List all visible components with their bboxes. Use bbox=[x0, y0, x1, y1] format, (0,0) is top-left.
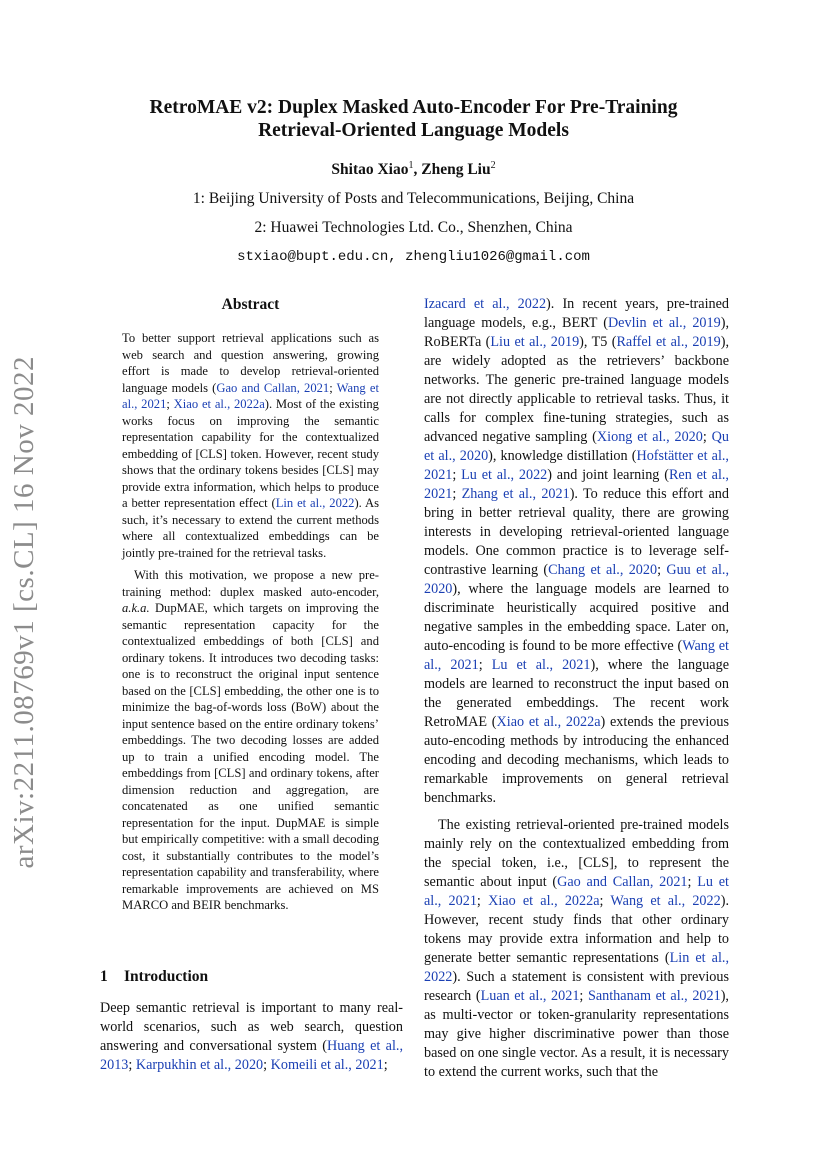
body-text: ; bbox=[687, 874, 698, 890]
author-1: Shitao Xiao bbox=[331, 161, 409, 179]
body-text: ) and joint learning ( bbox=[547, 467, 669, 483]
author-2-affiliation-mark: 2 bbox=[490, 160, 496, 171]
body-text: ; bbox=[128, 1057, 136, 1073]
citation-link[interactable]: Liu et al., 2019 bbox=[490, 334, 580, 350]
right-paragraph-1 bbox=[424, 295, 729, 808]
citation-link[interactable]: Lin et al., 2022 bbox=[275, 496, 355, 510]
citation-link[interactable]: Wang et al., 2022 bbox=[610, 893, 721, 909]
body-text: ; bbox=[702, 429, 712, 445]
abstract-text: ; bbox=[329, 380, 337, 395]
affiliation-1: 1: Beijing University of Posts and Telecommunications, Beijing, China bbox=[192, 190, 635, 207]
right-paragraph-2 bbox=[424, 816, 729, 1082]
citation-link[interactable]: Huang et al., 2013 bbox=[100, 1038, 403, 1073]
abstract-text: ). Most of the existing works focus on improving the semantic representation capability for the contextualized embedding of [CLS] token. However, recent study shows that the ordinary tokens besides [CLS] may provide extra information, which helps to produce a better representation effect ( bbox=[122, 397, 379, 510]
body-text: ). Such a statement is consistent with previous research ( bbox=[424, 969, 729, 1004]
citation-link[interactable]: Wang et al., 2021 bbox=[424, 638, 729, 673]
body-text: ; bbox=[478, 657, 492, 673]
body-text: ), are widely adopted as the retrievers’ backbone networks. The generic pre-trained language models are not directly applicable to retrieval tasks. Thus, it calls for complex fine-tuning strategies, such as advanced negative sampling ( bbox=[424, 334, 729, 445]
body-text: ; bbox=[476, 893, 489, 909]
title-line-2: Retrieval-Oriented Language Models bbox=[258, 120, 569, 141]
body-text: ), where the language models are learned to discriminate heuristically acquired positive and negative samples in the embedding space. Later on, auto-encoding is found to be more effective ( bbox=[424, 581, 729, 654]
citation-link[interactable]: Xiao et al., 2022a bbox=[173, 397, 265, 411]
citation-link[interactable]: Chang et al., 2020 bbox=[548, 562, 658, 578]
citation-link[interactable]: Lu et al., 2021 bbox=[491, 657, 591, 673]
body-text: ), where the language models are learned to reconstruct the input based on the generated embeddings. The recent work RetroMAE ( bbox=[424, 657, 729, 730]
author-list bbox=[0, 160, 827, 179]
abstract-paragraph-1 bbox=[122, 330, 379, 561]
citation-link[interactable]: Santhanam et al., 2021 bbox=[587, 988, 721, 1004]
citation-link[interactable]: Karpukhin et al., 2020 bbox=[135, 1057, 264, 1073]
title-line-1: RetroMAE v2: Duplex Masked Auto-Encoder For Pre-Training bbox=[149, 97, 678, 118]
citation-link[interactable]: Qu et al., 2020 bbox=[424, 429, 729, 464]
citation-link[interactable]: Komeili et al., 2021 bbox=[270, 1057, 384, 1073]
citation-link[interactable]: Wang et al., 2021 bbox=[122, 380, 379, 411]
abstract-emphasis: a.k.a. bbox=[122, 601, 150, 615]
body-text: ). To reduce this effort and bring in better retrieval quality, there are growing interests in developing retrieval-oriented language models. One common practice is to leverage self-contrastive learning ( bbox=[424, 486, 729, 578]
body-text: ) extends the previous auto-encoding methods by introducing the enhanced encoding and decoding mechanisms, which leads to remarkable improvements on general retrieval benchmarks. bbox=[424, 714, 729, 806]
body-text: Deep semantic retrieval is important to many real-world scenarios, such as web search, question answering and conversational system ( bbox=[100, 1000, 403, 1054]
citation-link[interactable]: Gao and Callan, 2021 bbox=[557, 874, 688, 890]
right-column-body bbox=[424, 295, 729, 1082]
abstract-text: DupMAE, which targets on improving the semantic representation capacity for the contextualized embeddings of both [CLS] and ordinary tokens. It introduces two decoding tasks: one is to reconstruct the original input sentence based on the [CLS] embedding, the other one is to minimize the bag-of-words loss (BoW) about the input sentence based on the entire ordinary tokens’ embeddings. The two decoding losses are added up to train a unified encoding model. The embeddings from [CLS] and ordinary tokens, after dimension reduction and aggregation, are concatenated as one unified semantic representation for the input. DupMAE is simple but empirically competitive: with a small decoding cost, it substantially contributes to the model’s representation capability and transferability, where remarkable improvements are achieved on MS MARCO and BEIR benchmarks. bbox=[122, 601, 379, 912]
body-text: ; bbox=[263, 1057, 271, 1073]
author-1-affiliation-mark: 1 bbox=[408, 160, 414, 171]
citation-link[interactable]: Lu et al., 2021 bbox=[424, 874, 729, 909]
author-emails: stxiao@bupt.edu.cn, zhengliu1026@gmail.com bbox=[237, 249, 590, 265]
abstract-text: To better support retrieval applications such as web search and question answering, growing effort is made to develop retrieval-oriented language models ( bbox=[122, 331, 379, 395]
citation-link[interactable]: Lu et al., 2022 bbox=[461, 467, 548, 483]
citation-link[interactable]: Guu et al., 2020 bbox=[424, 562, 729, 597]
body-text: ; bbox=[657, 562, 667, 578]
abstract-body bbox=[122, 330, 379, 914]
body-text: ). In recent years, pre-trained language models, e.g., BERT ( bbox=[424, 296, 729, 331]
body-text: ; bbox=[452, 467, 462, 483]
body-text: The existing retrieval-oriented pre-trained models mainly rely on the contextualized embedding from the special token, i.e., [CLS], to represent the semantic about input ( bbox=[424, 817, 729, 890]
body-text: ; bbox=[452, 486, 462, 502]
citation-link[interactable]: Luan et al., 2021 bbox=[480, 988, 580, 1004]
body-text: ), RoBERTa ( bbox=[424, 315, 729, 350]
citation-link[interactable]: Devlin et al., 2019 bbox=[607, 315, 721, 331]
citation-link[interactable]: Xiao et al., 2022a bbox=[488, 893, 600, 909]
section-title: Introduction bbox=[124, 968, 209, 985]
citation-link[interactable]: Zhang et al., 2021 bbox=[461, 486, 570, 502]
author-separator: , bbox=[413, 161, 422, 179]
citation-link[interactable]: Ren et al., 2021 bbox=[424, 467, 729, 502]
citation-link[interactable]: Hofstätter et al., 2021 bbox=[424, 448, 729, 483]
citation-link[interactable]: Lin et al., 2022 bbox=[424, 950, 729, 985]
citation-link[interactable]: Gao and Callan, 2021 bbox=[216, 380, 330, 395]
abstract-text: With this motivation, we propose a new pre-training method: duplex masked auto-encoder, bbox=[122, 568, 379, 599]
body-text: ; bbox=[599, 893, 611, 909]
body-text: ; bbox=[579, 988, 588, 1004]
abstract-text: ). As such, it’s necessary to extend the current methods where all contextualized embeddings can be jointly pre-trained for the retrieval tasks. bbox=[122, 496, 379, 560]
paper-title bbox=[0, 96, 827, 142]
arxiv-identifier: arXiv:2211.08769v1 [cs.CL] 16 Nov 2022 bbox=[8, 356, 40, 869]
section-number: 1 bbox=[100, 968, 108, 985]
body-text: ), knowledge distillation ( bbox=[488, 448, 637, 464]
citation-link[interactable]: Xiao et al., 2022a bbox=[496, 714, 601, 730]
body-text: ). However, recent study finds that other ordinary tokens may provide extra information and help to generate better semantic representations ( bbox=[424, 893, 729, 966]
abstract-text: ; bbox=[166, 397, 174, 411]
body-text: ), as multi-vector or token-granularity representations may give higher discriminative power than those based on one single vector. As a result, it is necessary to extend the current works, such that the bbox=[424, 988, 729, 1080]
abstract-paragraph-2 bbox=[122, 567, 379, 914]
abstract-heading: Abstract bbox=[221, 296, 280, 313]
affiliation-2: 2: Huawei Technologies Ltd. Co., Shenzhen, China bbox=[254, 219, 573, 236]
body-text: ), T5 ( bbox=[579, 334, 617, 350]
body-text: ; bbox=[383, 1057, 388, 1073]
citation-link[interactable]: Izacard et al., 2022 bbox=[424, 296, 547, 312]
introduction-paragraph bbox=[100, 999, 403, 1075]
citation-link[interactable]: Raffel et al., 2019 bbox=[616, 334, 721, 350]
citation-link[interactable]: Xiong et al., 2020 bbox=[596, 429, 703, 445]
author-2: Zheng Liu bbox=[421, 161, 491, 179]
section-heading-introduction bbox=[100, 968, 208, 986]
